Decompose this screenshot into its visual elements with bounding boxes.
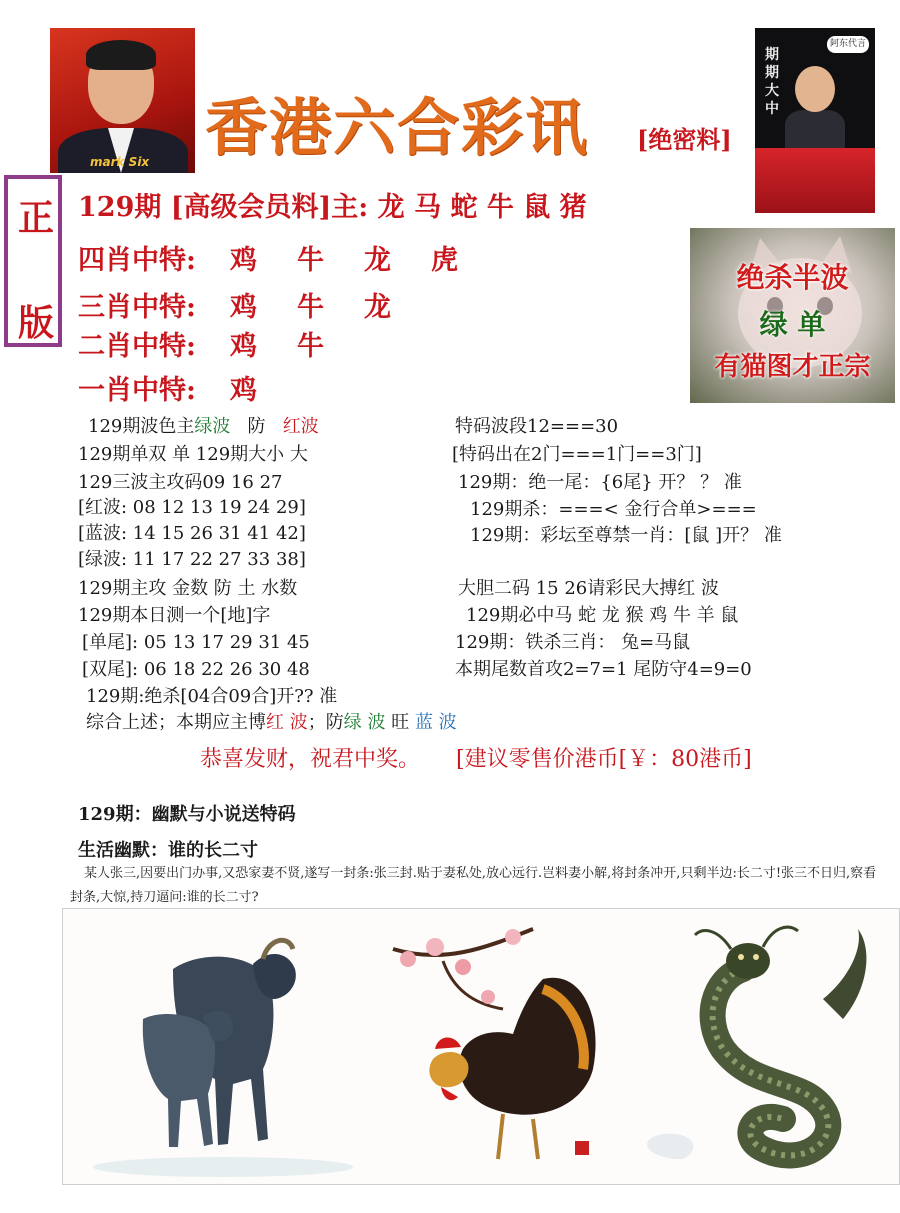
joke-heading: 生活幽默：谁的长二寸 (78, 840, 258, 861)
dragon-painting (647, 927, 866, 1159)
summary-green: 绿 波 (343, 712, 386, 733)
zodiac: 鸡 (230, 292, 257, 323)
genuine-badge-char-2: 版 (18, 302, 55, 344)
tail-line: 129期：绝一尾：{6尾} 开？ ？ 准 (458, 472, 742, 493)
forbidden-line: 129期：彩坛至尊禁一肖：[鼠 ]开？ 准 (470, 525, 782, 546)
odd-even-line: 129期单双 单 129期大小 大 (78, 444, 308, 465)
four-zodiac-row (78, 238, 498, 277)
one-zodiac-row (78, 368, 297, 407)
kill-line: 129期杀：===< 金行合单>=== (470, 499, 757, 520)
two-zodiac-row (78, 324, 364, 363)
marksix-logo: mark Six (90, 155, 150, 169)
double-tail-line: [双尾]: 06 18 22 26 30 48 (82, 659, 310, 680)
single-tail-line: [单尾]: 05 13 17 29 31 45 (82, 632, 310, 653)
red-wave-numbers: [红波: 08 12 13 19 24 29] (78, 497, 306, 518)
bold-two-line: 大胆二码 15 26请彩民大搏红 波 (458, 578, 719, 599)
row-label: 三肖中特: (78, 292, 196, 323)
row-label: 一肖中特: (78, 375, 196, 406)
zodiac: 龙 (364, 245, 391, 276)
slogan-greeting: 恭喜发财，祝君中奖。 (200, 747, 421, 772)
cat-kill-card (690, 228, 895, 403)
presenter-hair (86, 40, 156, 70)
title-tag: [绝密料] (637, 125, 732, 154)
iron-kill-line: 129期：铁杀三肖： 兔=马鼠 (455, 632, 691, 653)
cat-card-caption: 有猫图才正宗 (714, 352, 871, 382)
mascot-head (795, 66, 835, 112)
kill-combo-line: 129期:绝杀[04合09合]开?? 准 (86, 686, 338, 707)
mascot-speech-bubble: 阿东代言 (827, 36, 869, 53)
summary-line (86, 708, 457, 734)
presenter-photo (50, 28, 195, 173)
zodiac: 鸡 (230, 245, 257, 276)
wave-main: 绿波 (194, 416, 231, 437)
must-hit-line: 129期必中马 蛇 龙 猴 鸡 牛 羊 鼠 (466, 605, 739, 626)
wave-prefix: 129期波色主 (88, 416, 195, 437)
slogan-line (200, 742, 752, 773)
artwork-canvas (63, 909, 900, 1185)
slogan-price: [建议零售价港币[￥：80港币] (456, 747, 752, 772)
cat-card-subtitle: 绿 单 (759, 308, 826, 341)
zodiac-artwork-strip (62, 908, 900, 1185)
row-label: 二肖中特: (78, 331, 196, 362)
zodiac: 牛 (297, 292, 324, 323)
cat-card-title: 绝杀半波 (736, 261, 849, 294)
segment-line: 特码波段12===30 (455, 416, 619, 437)
summary-sep: ；防 (307, 712, 344, 733)
mascot-board (755, 148, 875, 213)
zodiac: 鸡 (230, 331, 257, 362)
page-title: 香港六合彩讯 (205, 91, 590, 164)
summary-mid: 旺 (385, 712, 410, 733)
daily-word-line: 129期本日测一个[地]字 (78, 605, 271, 626)
zodiac: 龙 (364, 292, 391, 323)
door-line: [特码出在2门===1门==3门] (452, 444, 702, 465)
summary-red: 红 波 (266, 712, 308, 733)
three-wave-line: 129三波主攻码09 16 27 (78, 472, 283, 493)
blue-wave-numbers: [蓝波: 14 15 26 31 41 42] (78, 523, 306, 544)
wave-color-line (88, 412, 319, 438)
mascot-vertical-text: 期期大中 (765, 47, 779, 117)
green-wave-numbers: [绿波: 11 17 22 27 33 38] (78, 549, 306, 570)
wave-guard: 红波 (282, 416, 319, 437)
wave-mid: 防 (247, 416, 266, 437)
mascot-photo (755, 28, 875, 213)
zodiac: 牛 (297, 331, 324, 362)
rooster-painting (393, 929, 596, 1159)
member-prediction-line: 129期 [高级会员料]主: 龙 马 蛇 牛 鼠 猪 (78, 192, 587, 223)
summary-blue: 蓝 波 (414, 712, 457, 733)
tail-attack-line: 本期尾数首攻2=7=1 尾防守4=9=0 (455, 659, 752, 680)
attack-line: 129期主攻 金数 防 土 水数 (78, 578, 298, 599)
zodiac: 虎 (431, 245, 458, 276)
zodiac: 鸡 (230, 375, 257, 406)
story-heading: 129期：幽默与小说送特码 (78, 804, 296, 825)
summary-prefix: 综合上述；本期应主博 (86, 712, 266, 733)
zodiac: 牛 (297, 245, 324, 276)
goat-painting (93, 940, 353, 1177)
genuine-badge-char-1: 正 (18, 197, 55, 239)
three-zodiac-row (78, 285, 431, 324)
row-label: 四肖中特: (78, 245, 196, 276)
joke-body: 某人张三,因要出门办事,又恐家妻不贤,遂写一封条:张三封.贴于妻私处,放心远行.岂料妻小解,将封条冲开,只剩半边:长二寸!张三不日归,察看封条,大惊,持刀逼问:谁的长二寸? (70, 866, 877, 905)
